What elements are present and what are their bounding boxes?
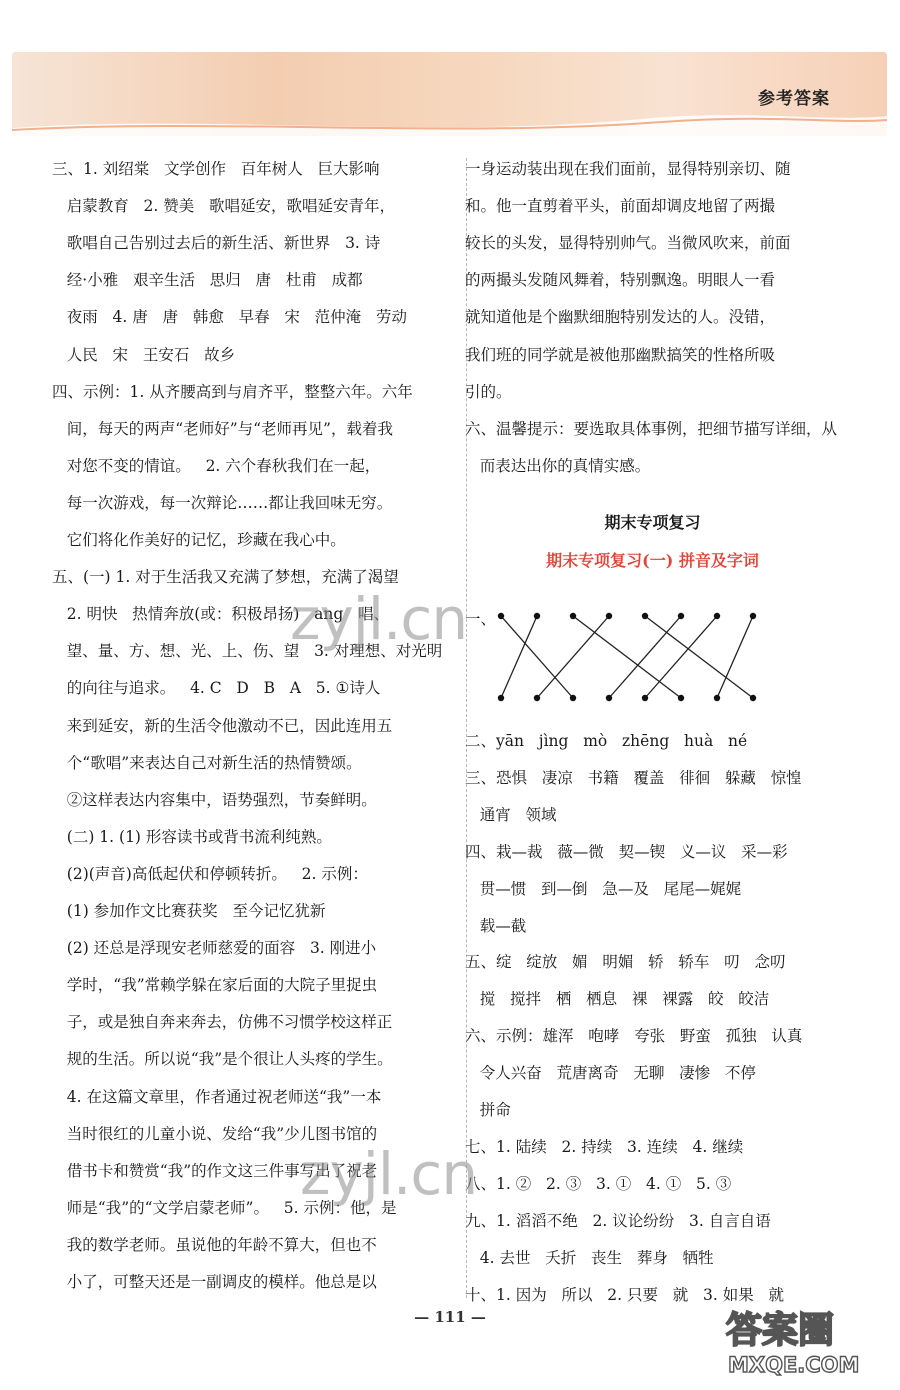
match-dot (534, 695, 540, 701)
answer-line: 拼命 (465, 1101, 511, 1119)
answer-line: 每一次游戏，每一次辩论……都让我回味无穷。 (52, 493, 393, 512)
match-dot (642, 613, 648, 619)
match-dot (606, 613, 612, 619)
match-line (537, 616, 609, 698)
answer-line: (1) 参加作文比赛获奖 至今记忆犹新 (52, 902, 326, 920)
logo-text-url: MXQE.COM (728, 1353, 860, 1377)
answer-line: 引的。 (465, 382, 512, 401)
answer-line: 一身运动装出现在我们面前，显得特别亲切、随 (465, 160, 791, 178)
watermark-1: zyjl.cn (290, 585, 468, 653)
answer-line: 夜雨 4. 唐 唐 韩愈 早春 宋 范仲淹 劳动 (52, 308, 407, 327)
page-number: — 111 — (414, 1308, 486, 1326)
match-dot (750, 613, 756, 619)
answer-line: 来到延安，新的生活令他激动不已，因此连用五 (52, 716, 393, 735)
answer-line: 三、恐惧 凄凉 书籍 覆盖 徘徊 躲藏 惊惶 (465, 768, 802, 787)
watermark-2: zyjl.cn (300, 1140, 478, 1208)
section-title: 期末专项复习 (604, 513, 701, 532)
answer-line: (2)(声音)高低起伏和停顿转折。 2. 示例： (52, 864, 368, 883)
header-wave-decoration (12, 110, 887, 136)
answer-line: 六、温馨提示：要选取具体事例，把细节描写详细，从 (465, 419, 838, 438)
answer-line: 4. 去世 夭折 丧生 葬身 牺牲 (465, 1248, 714, 1267)
match-dot (534, 613, 540, 619)
answer-line: 我的数学老师。虽说他的年龄不算大，但也不 (52, 1235, 377, 1254)
answer-line: 歌唱自己告别过去后的新生活、新世界 3. 诗 (52, 234, 381, 253)
answer-line: 五、(一) 1. 对于生活我又充满了梦想，充满了渴望 (52, 568, 399, 587)
answer-line: 贯—惯 到—倒 急—及 尾尾—娓娓 (465, 879, 742, 898)
answer-line: 个“歌唱”来表达自己对新生活的热情赞颂。 (52, 753, 362, 772)
answer-line: 搅 搅拌 栖 栖息 裸 裸露 皎 皎洁 (465, 990, 770, 1009)
answer-line: 间，每天的两声“老师好”与“老师再见”，载着我 (52, 419, 393, 438)
answer-line: 对您不变的情谊。 2. 六个春秋我们在一起， (52, 456, 381, 475)
answer-line: 载—截 (465, 916, 527, 935)
answer-line: 较长的头发，显得特别帅气。当微风吹来，前面 (465, 234, 791, 253)
site-logo (720, 1300, 890, 1380)
answer-line: 三、1. 刘绍棠 文学创作 百年树人 巨大影响 (52, 160, 380, 178)
answer-line: 四、示例：1. 从齐腰高到与肩齐平，整整六年。六年 (52, 382, 413, 401)
match-line (501, 616, 573, 698)
answer-line: 八、1. ② 2. ③ 3. ① 4. ① 5. ③ (465, 1174, 732, 1193)
answer-line: 借书卡和赞赏“我”的作文这三件事写出了祝老 (52, 1161, 378, 1180)
logo-text-main: 答案圈 (726, 1310, 835, 1351)
match-line (609, 616, 681, 698)
answer-line: 望、量、方、想、光、上、伤、望 3. 对理想、对光明 (52, 642, 443, 661)
answer-line: 小了，可整天还是一副调皮的模样。他总是以 (52, 1273, 377, 1291)
answer-line: 当时很红的儿童小说、发给“我”少儿图书馆的 (52, 1124, 378, 1143)
answer-line: 通宵 领域 (465, 805, 557, 824)
answer-line: 启蒙教育 2. 赞美 歌唱延安，歌唱延安青年， (52, 197, 396, 216)
match-dot (750, 695, 756, 701)
answer-line: (二) 1. (1) 形容读书或背书流利纯熟。 (52, 827, 332, 846)
column-divider (466, 158, 467, 1298)
match-dot (606, 695, 612, 701)
answer-line: 经·小雅 艰辛生活 思归 唐 杜甫 成都 (52, 271, 363, 290)
answer-line: 人民 宋 王安石 故乡 (52, 345, 236, 364)
answer-line: 师是“我”的“文学启蒙老师”。 5. 示例：他，是 (52, 1198, 397, 1217)
answer-line: 学时，“我”常赖学躲在家后面的大院子里捉虫 (52, 976, 378, 995)
answer-line: 二、yān jìng mò zhēng huà né (465, 732, 748, 750)
answer-line: 而表达出你的真情实感。 (465, 456, 651, 475)
answer-line: 和。他一直剪着平头，前面却调皮地留了两撮 (465, 197, 776, 216)
answer-line: (2) 还总是浮现安老师慈爱的面容 3. 刚进小 (52, 939, 377, 958)
match-line (501, 616, 537, 698)
match-dot (714, 695, 720, 701)
matching-diagram (497, 606, 797, 712)
match-dot (570, 613, 576, 619)
answer-line: 四、栽—裁 薇—微 契—锲 义—议 采—彩 (465, 842, 788, 861)
match-dot (678, 695, 684, 701)
answer-line: 的向往与追求。 4. C D B A 5. ①诗人 (52, 679, 381, 698)
section-subtitle: 期末专项复习(一) 拼音及字词 (546, 551, 759, 570)
match-dot (678, 613, 684, 619)
answer-line: 五、绽 绽放 媚 明媚 轿 轿车 叨 念叨 (465, 953, 786, 972)
answer-line: 六、示例：雄浑 咆哮 夸张 野蛮 孤独 认真 (465, 1027, 803, 1046)
answer-line: 子，或是独自奔来奔去，仿佛不习惯学校这样正 (52, 1013, 393, 1032)
answer-line: 我们班的同学就是被他那幽默搞笑的性格所吸 (465, 345, 776, 364)
answer-line: 规的生活。所以说“我”是个很让人头疼的学生。 (52, 1050, 393, 1069)
match-dot (570, 695, 576, 701)
match-line (645, 616, 753, 698)
answer-line: 的两撮头发随风舞着，特别飘逸。明眼人一看 (465, 271, 776, 290)
answer-line: 4. 在这篇文章里，作者通过祝老师送“我”一本 (52, 1087, 382, 1106)
match-line (717, 616, 753, 698)
answer-line: 十、1. 因为 所以 2. 只要 就 3. 如果 就 (465, 1285, 785, 1304)
match-dot (642, 695, 648, 701)
answer-line: 就知道他是个幽默细胞特别发达的人。没错， (465, 308, 776, 327)
answer-line: 七、1. 陆续 2. 持续 3. 连续 4. 继续 (465, 1137, 744, 1156)
match-dot (714, 613, 720, 619)
match-dot (498, 695, 504, 701)
answer-line: 令人兴奋 荒唐离奇 无聊 凄惨 不停 (465, 1064, 756, 1083)
match-line (645, 616, 717, 698)
answer-line: 2. 明快 热情奔放(或：积极昂扬) ang 唱、 (52, 605, 390, 624)
match-dot (498, 613, 504, 619)
answer-line: 九、1. 滔滔不绝 2. 议论纷纷 3. 自言自语 (465, 1211, 771, 1230)
answer-line: 它们将化作美好的记忆，珍藏在我心中。 (52, 531, 346, 549)
answer-line: ②这样表达内容集中，语势强烈，节奏鲜明。 (52, 790, 377, 809)
match-question-label: 一、 (465, 610, 497, 628)
match-line (573, 616, 681, 698)
header-title: 参考答案 (758, 89, 830, 109)
